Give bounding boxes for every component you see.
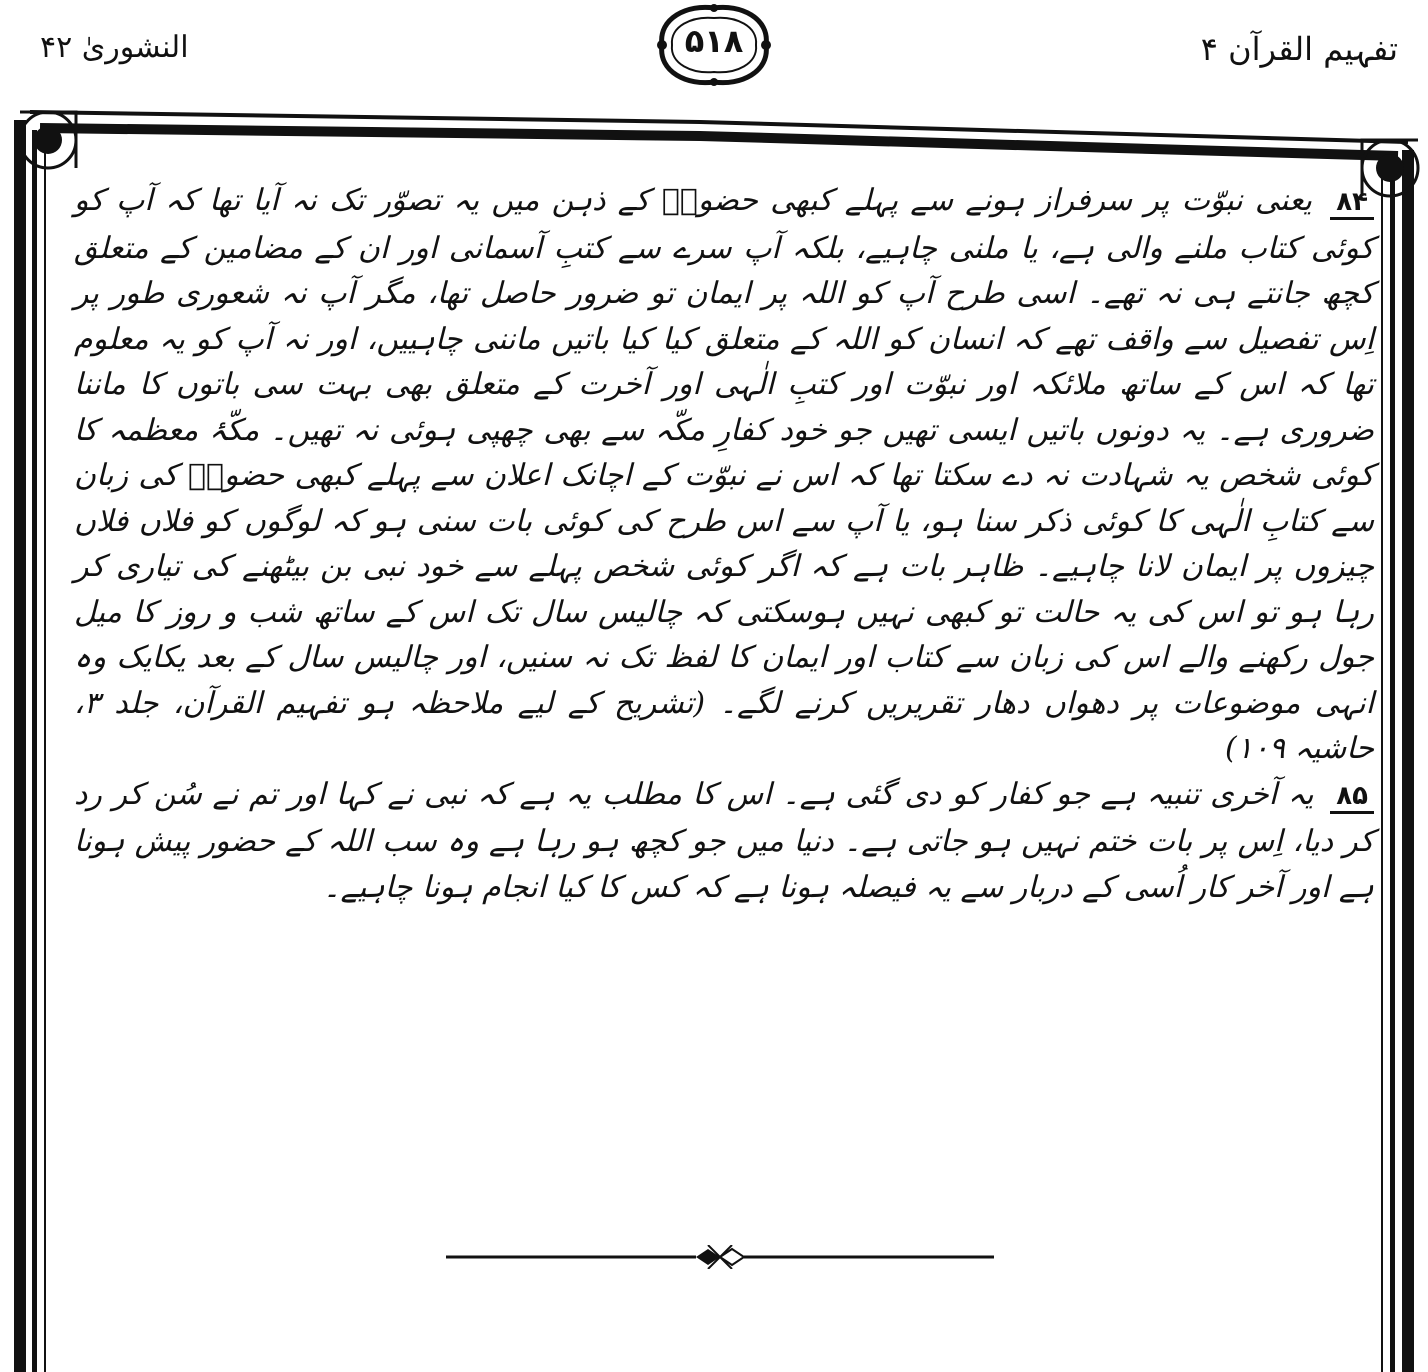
footnote-number: ۸۵ xyxy=(1330,781,1374,814)
book-title-header: تفہیم القرآن ۴ xyxy=(1200,30,1398,68)
page-number: ۵۱۸ xyxy=(684,22,744,60)
top-left-ornament xyxy=(20,112,76,168)
footnote-84 xyxy=(74,178,1374,772)
footnote-text: یعنی نبوّت پر سرفراز ہونے سے پہلے کبھی حضورؐ کے ذہن میں یہ تصوّر تک نہ آیا تھا کہ آپ کو کوئی کتاب ملنے والی ہے، یا ملنی چاہیے، بلکہ آپ سرے سے کتبِ آسمانی اور ان کے مضامین کے متعلق کچھ جانتے ہی نہ تھے۔ اسی طرح آپ کو اللہ پر ایمان تو ضرور حاصل تھا، مگر آپ نہ شعوری طور پر اِس تفصیل سے واقف تھے کہ انسان کو اللہ کے متعلق کیا کیا باتیں ماننی چاہییں، اور نہ آپ کو یہ معلوم تھا کہ اس کے ساتھ ملائکہ اور نبوّت اور کتبِ الٰہی اور آخرت کے متعلق بھی بہت سی باتوں کا ماننا ضروری ہے۔ یہ دونوں باتیں ایسی تھیں جو خود کفارِ مکّہ سے بھی چھپی ہوئی نہ تھیں۔ مکّۂ معظمہ کا کوئی شخص یہ شہادت نہ دے سکتا تھا کہ اس نے نبوّت کے اچانک اعلان سے پہلے کبھی حضورؐ کی زبان سے کتابِ الٰہی کا کوئی ذکر سنا ہو، یا آپ سے اس طرح کی کوئی بات سنی ہو کہ لوگوں کو فلاں فلاں چیزوں پر ایمان لانا چاہیے۔ ظاہر بات ہے کہ اگر کوئی شخص پہلے سے خود نبی بن بیٹھنے کی تیاری کر رہا ہو تو اس کی یہ حالت تو کبھی نہیں ہوسکتی کہ چالیس سال تک اس کے ساتھ شب و روز کا میل جول رکھنے والے اس کی زبان سے کتاب اور ایمان کا لفظ تک نہ سنیں، اور چالیس سال کے بعد یکایک وہ انہی موضوعات پر دھواں دھار تقریریں کرنے لگے۔ (تشریح کے لیے ملاحظہ ہو تفہیم القرآن، جلد ۳، حاشیہ ۱۰۹) xyxy=(74,183,1374,766)
left-border-thin xyxy=(44,140,46,1372)
right-border-inner xyxy=(1390,160,1395,1372)
footnote-text: یہ آخری تنبیہ ہے جو کفار کو دی گئی ہے۔ اس کا مطلب یہ ہے کہ نبی نے کہا اور تم نے سُن کر رد کر دیا، اِس پر بات ختم نہیں ہو جاتی ہے۔ دنیا میں جو کچھ ہو رہا ہے وہ سب اللہ کے حضور پیش ہونا ہے اور آخر کار اُسی کے دربار سے یہ فیصلہ ہونا ہے کہ کس کا کیا انجام ہونا چاہیے۔ xyxy=(74,776,1374,905)
right-border-outer xyxy=(1402,150,1414,1372)
footnote-number: ۸۴ xyxy=(1330,187,1374,220)
footnote-85 xyxy=(74,772,1374,911)
top-thick-rule xyxy=(40,128,1398,156)
left-border-inner xyxy=(32,130,37,1372)
left-border-outer xyxy=(14,120,26,1372)
commentary-text xyxy=(74,178,1374,910)
page-number-emblem xyxy=(648,0,780,90)
right-border-thin xyxy=(1381,166,1383,1372)
surah-header: النشوریٰ ۴۲ xyxy=(40,30,189,65)
section-divider-ornament xyxy=(446,1245,994,1269)
